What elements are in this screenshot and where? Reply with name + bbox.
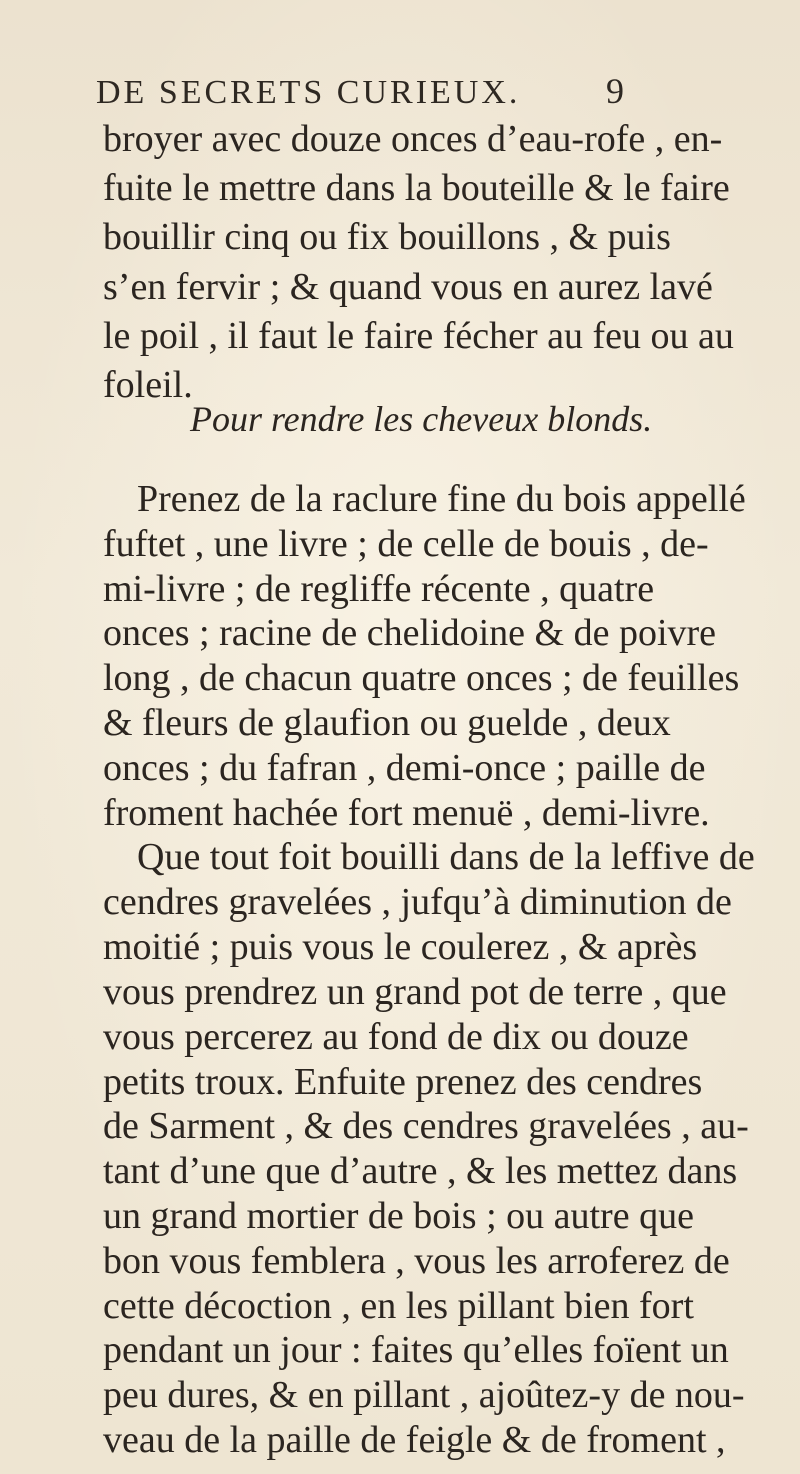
text-line: Que tout foit bouilli dans de la leffive de (137, 836, 755, 878)
text-line: onces ; racine de chelidoine & de poivre (103, 612, 717, 654)
text-line: bouillir cinq ou fix bouillons , & puis (103, 216, 671, 258)
text-line: peu dures, & en pillant , ajoûtez-y de nou- (103, 1374, 745, 1416)
text-line: broyer avec douze onces d’eau-rofe , en- (103, 118, 723, 160)
text-line: long , de chacun quatre onces ; de feuilles (103, 657, 740, 699)
text-line: pendant un jour : faites qu’elles foïent un (103, 1329, 729, 1371)
text-line: de Sarment , & des cendres gravelées , au- (103, 1105, 749, 1147)
text-line: & fleurs de glaufion ou guelde , deux (103, 702, 671, 744)
text-line: tant d’une que d’autre , & les mettez dans (103, 1150, 738, 1192)
text-line: le poil , il faut le faire fécher au feu ou au (103, 315, 734, 357)
text-line: onces ; du fafran , demi-once ; paille de (103, 747, 706, 789)
text-line: Prenez de la raclure fine du bois appellé (137, 478, 746, 520)
text-line: cendres gravelées , jufqu’à diminution de (103, 881, 732, 923)
text-line: foleil. (103, 364, 193, 406)
text-line: fuftet , une livre ; de celle de bouis , de- (103, 523, 709, 565)
text-line: fuite le mettre dans la bouteille & le faire (103, 167, 730, 209)
text-line: vous percerez au fond de dix ou douze (103, 1016, 689, 1058)
page-number: 9 (606, 71, 624, 111)
text-line: petits troux. Enfuite prenez des cendres (103, 1061, 703, 1103)
text-line: mi-livre ; de regliffe récente , quatre (103, 568, 655, 610)
text-line: moitié ; puis vous le coulerez , & après (103, 926, 698, 968)
text-line: veau de la paille de feigle & de froment , (103, 1419, 726, 1461)
text-line: vous prendrez un grand pot de terre , que (103, 971, 727, 1013)
text-line: cette décoction , en les pillant bien fort (103, 1285, 694, 1327)
running-head: DE SECRETS CURIEUX. (96, 74, 521, 111)
text-line: s’en fervir ; & quand vous en aurez lavé (103, 266, 713, 308)
text-line: un grand mortier de bois ; ou autre que (103, 1195, 694, 1237)
section-heading: Pour rendre les cheveux blonds. (190, 399, 653, 439)
text-line: bon vous femblera , vous les arroferez de (103, 1240, 730, 1282)
text-line: froment hachée fort menuë , demi-livre. (103, 792, 710, 834)
